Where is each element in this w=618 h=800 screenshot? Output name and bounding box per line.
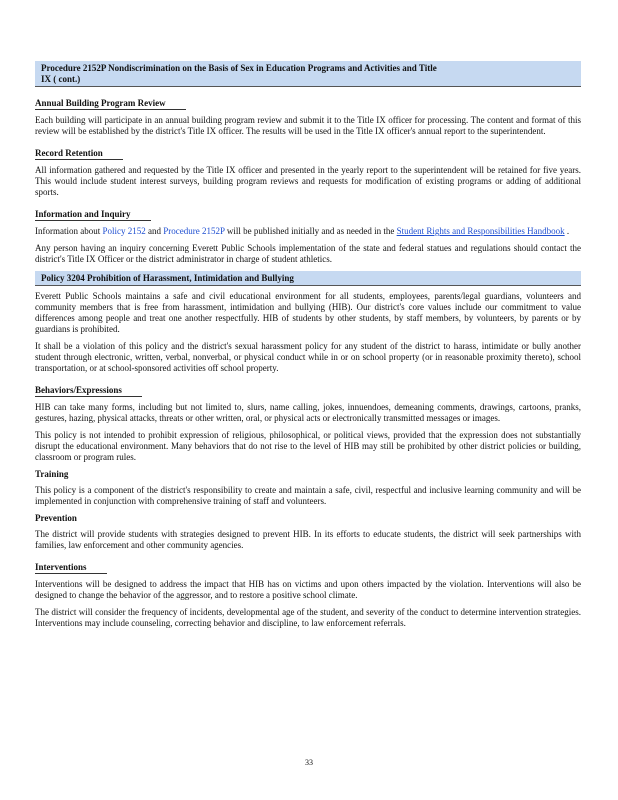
inquiry-paragraph: Any person having an inquiry concerning Everett Public Schools implementation of the state and federal statues and regulations should contact the district's Title IX Officer or the district administrator in charge of student athletics. bbox=[35, 243, 581, 264]
policy-paragraph-1: Everett Public Schools maintains a safe and civil educational environment for all students, employees, parents/legal guardians, volunteers and community members that is free from harassment, intimidation and bullying (HIB). Our district's core values include our commitment to value differences among people and treat one another respectfully. HIB of students by other students, by staff members, by volunteers, by parents or by guardians is prohibited. bbox=[35, 291, 581, 334]
interventions-paragraph-2: The district will consider the frequency of incidents, developmental age of the student, and severity of the conduct to determine intervention strategies. Interventions may include counseling, correcting behavior and discipline, to law enforcement referrals. bbox=[35, 607, 581, 628]
training-text: This policy is a component of the district's responsibility to create and maintain a safe, civil, respectful and inclusive learning community and will be implemented in conjunction with comprehensive training of staff and volunteers. bbox=[35, 485, 581, 506]
behaviors-paragraph-2: This policy is not intended to prohibit expression of religious, philosophical, or political views, provided that the expression does not substantially disrupt the educational environment. Many behaviors that do not rise to the level of HIB may still be prohibited by other district policies or building, classroom or program rules. bbox=[35, 430, 581, 462]
annual-review-heading: Annual Building Program Review bbox=[35, 98, 186, 110]
student-handbook-link[interactable]: Student Rights and Responsibilities Handbook bbox=[396, 226, 565, 236]
training-heading: Training bbox=[35, 469, 69, 479]
interventions-paragraph-1: Interventions will be designed to address the impact that HIB has on victims and upon others impacted by the violation. Interventions will also be designed to change the behavior of the aggressor, and to restore a positive school climate. bbox=[35, 579, 581, 600]
procedure-title-line2: IX ( cont.) bbox=[41, 74, 81, 84]
record-retention-heading: Record Retention bbox=[35, 148, 123, 160]
record-retention-text: All information gathered and requested by the Title IX officer and presented in the yearly report to the superintendent will be retained for five years. This would include student interest surveys, building program reviews and requests for modification of existing programs or adding of additional sports. bbox=[35, 165, 581, 197]
information-paragraph: Information about Policy 2152 and Procedure 2152P will be published initially and as needed in the Student Rights and Responsibilities Handbook . bbox=[35, 226, 570, 236]
interventions-heading: Interventions bbox=[35, 562, 107, 574]
procedure-2152p-link[interactable]: Procedure 2152P bbox=[163, 226, 225, 236]
annual-review-text: Each building will participate in an annual building program review and submit it to the Title IX officer for processing. The content and format of this review will be established by the district's Title IX officer. The results will be used in the Title IX officer's annual report to the superintendent. bbox=[35, 115, 581, 136]
document-page bbox=[35, 58, 581, 635]
prevention-heading: Prevention bbox=[35, 513, 77, 523]
procedure-title-line1: Procedure 2152P Nondiscrimination on the Basis of Sex in Education Programs and Activities and Title bbox=[41, 63, 437, 73]
prevention-text: The district will provide students with strategies designed to prevent HIB. In its efforts to educate students, the district will seek partnerships with families, law enforcement and other community agencies. bbox=[35, 529, 581, 550]
page-number: 33 bbox=[305, 758, 313, 767]
policy-header-bar: Policy 3204 Prohibition of Harassment, Intimidation and Bullying bbox=[35, 271, 581, 286]
information-inquiry-heading: Information and Inquiry bbox=[35, 209, 151, 221]
procedure-header-bar bbox=[35, 61, 581, 87]
behaviors-paragraph-1: HIB can take many forms, including but not limited to, slurs, name calling, jokes, innuendoes, demeaning comments, drawings, cartoons, pranks, gestures, hazing, physical attacks, threats or other written, oral, or physical acts or electronically transmitted messages or images. bbox=[35, 402, 581, 423]
policy-2152-link[interactable]: Policy 2152 bbox=[102, 226, 146, 236]
behaviors-heading: Behaviors/Expressions bbox=[35, 385, 142, 397]
policy-paragraph-2: It shall be a violation of this policy and the district's sexual harassment policy for any student of the district to harass, intimidate or bully another student through electronic, written, verbal, nonverbal, or physical conduct while in or on school property (or in reasonable proximity thereto), school transportation, or at school-sponsored activities off school property. bbox=[35, 341, 581, 373]
